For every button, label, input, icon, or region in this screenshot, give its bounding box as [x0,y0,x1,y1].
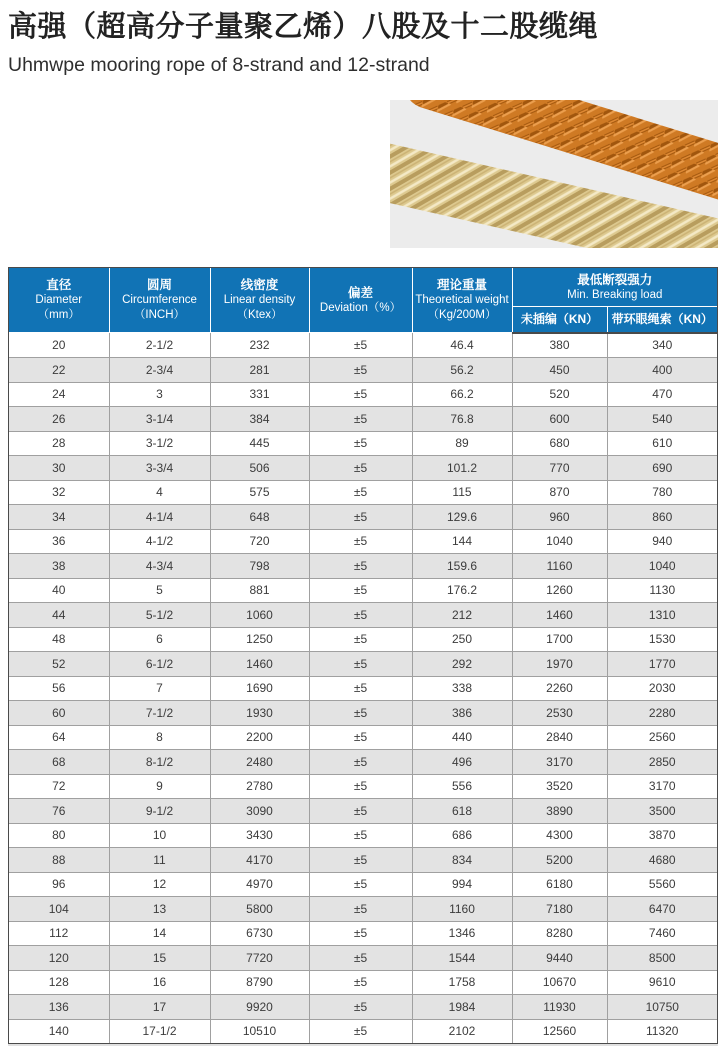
table-cell: 60 [9,701,109,726]
col-header-zh: 圆周 [146,278,172,292]
table-cell: 7-1/2 [109,701,210,726]
col-header-en: Circumference [122,294,197,306]
table-cell: 4680 [607,848,717,873]
table-cell: 1160 [412,897,512,922]
table-cell: 66.2 [412,382,512,407]
table-row [9,529,717,554]
table-cell: 250 [412,627,512,652]
page-title: 高强（超高分子量聚乙烯）八股及十二股缆绳 [8,11,599,43]
table-row [9,995,717,1020]
table-cell: 2780 [210,774,309,799]
table-cell: ±5 [309,921,412,946]
table-cell: 2200 [210,725,309,750]
col-header-en: Linear density [223,294,296,306]
table-row [9,872,717,897]
table-row [9,774,717,799]
table-cell: 5800 [210,897,309,922]
table-cell: 17 [109,995,210,1020]
table-cell: 1250 [210,627,309,652]
table-cell: 26 [9,407,109,432]
table-cell: 56 [9,676,109,701]
table-row [9,505,717,530]
table-cell: 30 [9,456,109,481]
table-cell: 12560 [512,1019,607,1043]
spec-table-container [8,267,718,1044]
table-cell: 16 [109,970,210,995]
table-row [9,946,717,971]
col-header-unit: （Kg/200M） [427,309,497,321]
table-cell: 15 [109,946,210,971]
table-cell: 3430 [210,823,309,848]
table-cell: 8 [109,725,210,750]
table-cell: 9610 [607,970,717,995]
table-cell: 780 [607,480,717,505]
table-cell: 32 [9,480,109,505]
col-header-en: Theoretical weight [415,294,509,306]
table-cell: 2850 [607,750,717,775]
table-row [9,431,717,456]
table-cell: 834 [412,848,512,873]
table-row [9,333,717,358]
col-header-en: Diameter [35,294,83,306]
table-cell: 9-1/2 [109,799,210,824]
table-cell: 8790 [210,970,309,995]
table-cell: 11320 [607,1019,717,1043]
table-cell: 7720 [210,946,309,971]
table-cell: 4-1/4 [109,505,210,530]
table-cell: 1700 [512,627,607,652]
table-cell: ±5 [309,358,412,383]
table-cell: 340 [607,333,717,358]
table-cell: ±5 [309,407,412,432]
table-cell: 159.6 [412,554,512,579]
table-cell: 2560 [607,725,717,750]
table-cell: 1130 [607,578,717,603]
table-cell: 46.4 [412,333,512,358]
table-cell: 88 [9,848,109,873]
table-cell: 520 [512,382,607,407]
table-cell: 129.6 [412,505,512,530]
table-header [9,268,717,333]
table-cell: 22 [9,358,109,383]
table-cell: 44 [9,603,109,628]
table-cell: 40 [9,578,109,603]
table-row [9,358,717,383]
table-cell: 12 [109,872,210,897]
table-cell: 64 [9,725,109,750]
table-row [9,554,717,579]
table-cell: 76 [9,799,109,824]
table-cell: 1758 [412,970,512,995]
table-cell: 96 [9,872,109,897]
rope-illustration [390,100,718,248]
table-cell: ±5 [309,946,412,971]
table-cell: 212 [412,603,512,628]
col-header-zh: 最低断裂强力 [577,272,653,287]
table-row [9,676,717,701]
table-cell: ±5 [309,333,412,358]
table-cell: 860 [607,505,717,530]
table-cell: 14 [109,921,210,946]
table-cell: ±5 [309,848,412,873]
table-row [9,750,717,775]
table-cell: 128 [9,970,109,995]
table-cell: 8280 [512,921,607,946]
table-row [9,456,717,481]
table-cell: 36 [9,529,109,554]
table-cell: 648 [210,505,309,530]
table-cell: 881 [210,578,309,603]
table-cell: 540 [607,407,717,432]
table-cell: 115 [412,480,512,505]
table-cell: 3870 [607,823,717,848]
table-cell: 6730 [210,921,309,946]
table-cell: 1544 [412,946,512,971]
table-cell: 10670 [512,970,607,995]
table-row [9,701,717,726]
col-header-unit: （Ktex） [236,309,283,321]
table-cell: 28 [9,431,109,456]
table-cell: 496 [412,750,512,775]
table-cell: 10510 [210,1019,309,1043]
table-cell: 5 [109,578,210,603]
table-cell: 89 [412,431,512,456]
table-cell: ±5 [309,456,412,481]
table-cell: 34 [9,505,109,530]
table-cell: 9440 [512,946,607,971]
table-cell: 1060 [210,603,309,628]
table-cell: 4170 [210,848,309,873]
table-cell: 1530 [607,627,717,652]
table-cell: ±5 [309,970,412,995]
table-cell: 1160 [512,554,607,579]
table-cell: ±5 [309,627,412,652]
col-header-en: Min. Breaking load [567,288,663,301]
col-header-zh: 未插编（KN） [520,312,599,327]
table-cell: 386 [412,701,512,726]
table-cell: 680 [512,431,607,456]
spec-table [9,268,717,1043]
table-cell: 20 [9,333,109,358]
table-cell: 338 [412,676,512,701]
table-cell: 686 [412,823,512,848]
table-cell: 1460 [512,603,607,628]
table-cell: 112 [9,921,109,946]
table-cell: 8-1/2 [109,750,210,775]
table-cell: 281 [210,358,309,383]
table-cell: 136 [9,995,109,1020]
table-cell: 24 [9,382,109,407]
table-cell: ±5 [309,725,412,750]
table-cell: 2480 [210,750,309,775]
col-header-theoretical-weight [412,268,512,333]
table-cell: 232 [210,333,309,358]
table-cell: 9920 [210,995,309,1020]
table-cell: 4-3/4 [109,554,210,579]
table-row [9,382,717,407]
table-cell: 9 [109,774,210,799]
table-cell: 120 [9,946,109,971]
table-cell: 11 [109,848,210,873]
table-cell: 506 [210,456,309,481]
table-cell: 76.8 [412,407,512,432]
col-header-zh: 直径 [46,278,72,292]
table-row [9,578,717,603]
table-cell: 770 [512,456,607,481]
table-cell: 140 [9,1019,109,1043]
table-cell: ±5 [309,603,412,628]
table-cell: 10750 [607,995,717,1020]
table-cell: 575 [210,480,309,505]
table-cell: 5200 [512,848,607,873]
table-cell: 445 [210,431,309,456]
table-cell: 3890 [512,799,607,824]
table-row [9,480,717,505]
table-cell: 618 [412,799,512,824]
table-cell: 2102 [412,1019,512,1043]
table-cell: 3520 [512,774,607,799]
table-cell: 17-1/2 [109,1019,210,1043]
table-cell: 1770 [607,652,717,677]
table-cell: 1260 [512,578,607,603]
table-cell: ±5 [309,554,412,579]
table-cell: 2530 [512,701,607,726]
table-row [9,799,717,824]
table-cell: 1690 [210,676,309,701]
col-header-linear-density [210,268,309,333]
table-cell: 4 [109,480,210,505]
table-cell: ±5 [309,480,412,505]
table-cell: 440 [412,725,512,750]
table-cell: ±5 [309,897,412,922]
table-cell: ±5 [309,578,412,603]
table-row [9,848,717,873]
table-cell: 720 [210,529,309,554]
table-cell: 400 [607,358,717,383]
table-cell: 1040 [607,554,717,579]
col-header-en: Deviation（%） [319,301,402,314]
table-cell: 72 [9,774,109,799]
col-header-unit: （INCH） [133,309,186,321]
table-cell: 1970 [512,652,607,677]
table-cell: 48 [9,627,109,652]
table-cell: ±5 [309,676,412,701]
table-cell: 7460 [607,921,717,946]
table-cell: 8500 [607,946,717,971]
col-header-zh: 带环眼绳索（KN） [611,312,713,327]
table-cell: 11930 [512,995,607,1020]
table-cell: 556 [412,774,512,799]
table-cell: ±5 [309,1019,412,1043]
table-cell: 2840 [512,725,607,750]
table-cell: ±5 [309,995,412,1020]
table-cell: 384 [210,407,309,432]
table-cell: 2-3/4 [109,358,210,383]
table-cell: 3 [109,382,210,407]
table-row [9,1019,717,1043]
table-cell: 870 [512,480,607,505]
table-cell: 798 [210,554,309,579]
table-cell: 6470 [607,897,717,922]
table-cell: 3500 [607,799,717,824]
table-cell: 3-1/2 [109,431,210,456]
col-header-unspliced [512,307,607,333]
page-subtitle: Uhmwpe mooring rope of 8-strand and 12-strand [8,54,430,76]
table-cell: 3170 [512,750,607,775]
table-row [9,970,717,995]
table-cell: ±5 [309,431,412,456]
table-row [9,652,717,677]
table-cell: 10 [109,823,210,848]
table-row [9,725,717,750]
table-cell: 2260 [512,676,607,701]
table-cell: ±5 [309,529,412,554]
table-cell: 292 [412,652,512,677]
table-row [9,823,717,848]
table-cell: 3-1/4 [109,407,210,432]
col-header-deviation [309,268,412,333]
table-cell: 1460 [210,652,309,677]
table-cell: 3090 [210,799,309,824]
table-cell: ±5 [309,505,412,530]
table-cell: ±5 [309,652,412,677]
table-cell: 6-1/2 [109,652,210,677]
table-cell: 13 [109,897,210,922]
table-cell: 6180 [512,872,607,897]
table-cell: 380 [512,333,607,358]
table-cell: 1984 [412,995,512,1020]
table-cell: 994 [412,872,512,897]
table-cell: ±5 [309,799,412,824]
table-cell: 144 [412,529,512,554]
col-header-diameter [9,268,109,333]
table-cell: 470 [607,382,717,407]
table-cell: 610 [607,431,717,456]
table-cell: 2280 [607,701,717,726]
col-header-zh: 理论重量 [436,278,487,292]
table-cell: ±5 [309,750,412,775]
table-cell: 68 [9,750,109,775]
table-cell: 7 [109,676,210,701]
table-cell: ±5 [309,823,412,848]
table-row [9,603,717,628]
table-cell: 3170 [607,774,717,799]
table-cell: 1346 [412,921,512,946]
table-cell: 4970 [210,872,309,897]
table-cell: 7180 [512,897,607,922]
col-header-breaking-load-group [512,268,717,307]
table-cell: 690 [607,456,717,481]
table-cell: 2030 [607,676,717,701]
col-header-circumference [109,268,210,333]
table-body [9,333,717,1044]
table-cell: 104 [9,897,109,922]
table-cell: ±5 [309,701,412,726]
col-header-zh: 偏差 [347,285,373,300]
table-cell: 176.2 [412,578,512,603]
rope-photo [390,100,718,248]
table-cell: 5-1/2 [109,603,210,628]
table-cell: 331 [210,382,309,407]
table-row [9,897,717,922]
table-cell: 1310 [607,603,717,628]
table-cell: 4300 [512,823,607,848]
table-cell: 960 [512,505,607,530]
table-cell: 5560 [607,872,717,897]
table-cell: 2-1/2 [109,333,210,358]
table-cell: 4-1/2 [109,529,210,554]
table-cell: 101.2 [412,456,512,481]
table-cell: 940 [607,529,717,554]
table-cell: 1930 [210,701,309,726]
table-row [9,407,717,432]
table-cell: 56.2 [412,358,512,383]
col-header-unit: （mm） [37,309,80,321]
table-row [9,921,717,946]
table-cell: 52 [9,652,109,677]
table-cell: 3-3/4 [109,456,210,481]
col-header-zh: 线密度 [240,278,279,292]
table-row [9,627,717,652]
table-cell: 450 [512,358,607,383]
table-cell: 38 [9,554,109,579]
table-cell: 1040 [512,529,607,554]
table-cell: 80 [9,823,109,848]
table-cell: 600 [512,407,607,432]
table-cell: ±5 [309,382,412,407]
col-header-eye-splice [607,307,717,333]
table-cell: 6 [109,627,210,652]
table-cell: ±5 [309,774,412,799]
table-cell: ±5 [309,872,412,897]
